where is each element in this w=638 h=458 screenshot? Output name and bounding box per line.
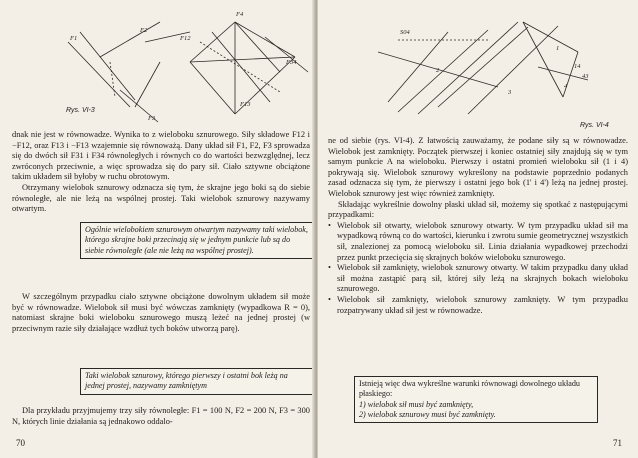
figure-caption: Rys. VI-3 [66,107,95,114]
box-lead: Istnieją więc dwa wykreślne warunki równowagi dowolnego układu płaskiego: [359,379,580,399]
fig-label-f34: F34 [286,59,297,66]
paragraph: Składając wykreślnie dowolny płaski układ sił, możemy się spotkać z następującymi przypadkami: [328,199,628,220]
right-page [318,0,638,458]
paragraph: Dla przykładu przyjmujemy trzy siły równoległe: F1 = 100 N, F2 = 200 N, F3 = 300 N, których linie działania są jednakowo oddalo- [12,406,310,426]
cases-list [328,221,628,316]
fig-label-3: 3 [508,89,512,96]
fig-label-43: 43 [582,73,589,80]
box-item: 2) wielobok sznurowy musi być zamknięty. [359,409,496,419]
list-item: • Wielobok sił zamknięty, wielobok sznurowy otwarty. W takim przypadku dany układ sił można zastąpić parą sił, której siły leżą na skrajnych bokach wieloboku sznurowego. [328,263,628,295]
paragraph: Otrzymany wielobok sznurowy odznacza się tym, że skrajne jego boki są do siebie równoległe, ale nie leżą na wspólnej prostej. Taki wielobok sznurowy nazywamy otwartym. [12,182,310,214]
paragraph: W szczególnym przypadku ciało sztywne obciążone dowolnym układem sił może być w równowadze. Wielobok sił musi być wówczas zamknięty (wypadkowa R = 0), natomiast skrajne boki wieloboku sznurowego muszą leżeć na jednej prostej (w przeciwnym razie siły działające wzdłuż tych boków utworzą parę). [12,292,310,333]
definition-box-open-polygon: Ogólnie wielobokiem sznurowym otwartym nazywamy taki wielobok, którego skrajne boki przecinają się w jednym punkcie lub są do siebie równoległe (ale nie leżą na wspólnej prostej). [80,222,314,259]
left-body-bottom [12,406,310,427]
list-item: • Wielobok sił otwarty, wielobok sznurowy otwarty. W tym przypadku układ sił ma wypadkową równą co do wartości, kierunku i zwrotu sumie geometrycznej wszystkich sił, znalezionej za pomocą wieloboku sił. Linia działania wypadkowej przechodzi przez punkt przecięcia się skrajnych boków wieloboku sznurowego. [328,221,628,263]
fig-label-2: 2 [436,67,440,74]
fig-label-f2: F2 [140,27,148,34]
left-page [0,0,316,458]
paragraph: ne od siebie (rys. VI-4). Z łatwością zauważamy, że podane siły są w równowadze. Wielobok jest zamknięty. Początek pierwszej i koniec ostatniej siły znajdują się w tym samym punkcie A na wieloboku. Pierwszy i ostatni promień wieloboku sił (1 i 4) pokrywają się. Wielobok sznurowy wykreślony na podstawie poprzednio podanych zasad odznacza się tym, że pierwszy i ostatni jego bok (1' i 4') leżą na jednej prostej. Wielobok sznurowy jest więc również zamknięty. [328,136,628,198]
equilibrium-conditions-box [354,376,598,423]
figure-vi-4 [378,2,628,122]
fig-label-f13: F13 [240,101,251,108]
left-body-top [12,130,310,215]
fig-label-f4: F4 [236,11,244,18]
right-body [328,136,628,316]
page-number-left: 70 [16,438,25,448]
definition-box-closed-polygon: Taki wielobok sznurowy, którego pierwszy i ostatni bok leżą na jednej prostej, nazywamy zamkniętym [80,368,314,395]
fig-label-f1: F1 [70,35,78,42]
page-number-right: 71 [613,438,622,448]
fig-label-f3: F3 [148,115,156,122]
figure-caption: Rys. VI-4 [580,122,609,129]
list-item: • Wielobok sił zamknięty, wielobok sznurowy zamknięty. W tym przypadku rozpatrywany układ sił jest w równowadze. [328,295,628,316]
fig-label-s04: S04 [400,29,410,36]
paragraph: dnak nie jest w równowadze. Wynika to z wieloboku sznurowego. Siły składowe F12 i −F12, oraz F13 i −F13 wzajemnie się równoważą. Dany układ sił F1, F2, F3 sprowadza się do dwóch sił F31 i F34 równoległych i równych co do wartości bezwzględnej, lecz zwróconych przeciwnie, a więc sprowadza się do pary sił. Ciało sztywne obciążone takim układem sił byłoby w ruchu obrotowym. [12,130,310,182]
fig-label-1: 1 [556,45,560,52]
box-item: 1) wielobok sił musi być zamknięty, [359,399,474,409]
fig-label-14: 14 [574,63,581,70]
left-body-middle [12,292,310,334]
fig-label-4: 4 [564,83,568,90]
fig-label-f12: F12 [180,35,191,42]
